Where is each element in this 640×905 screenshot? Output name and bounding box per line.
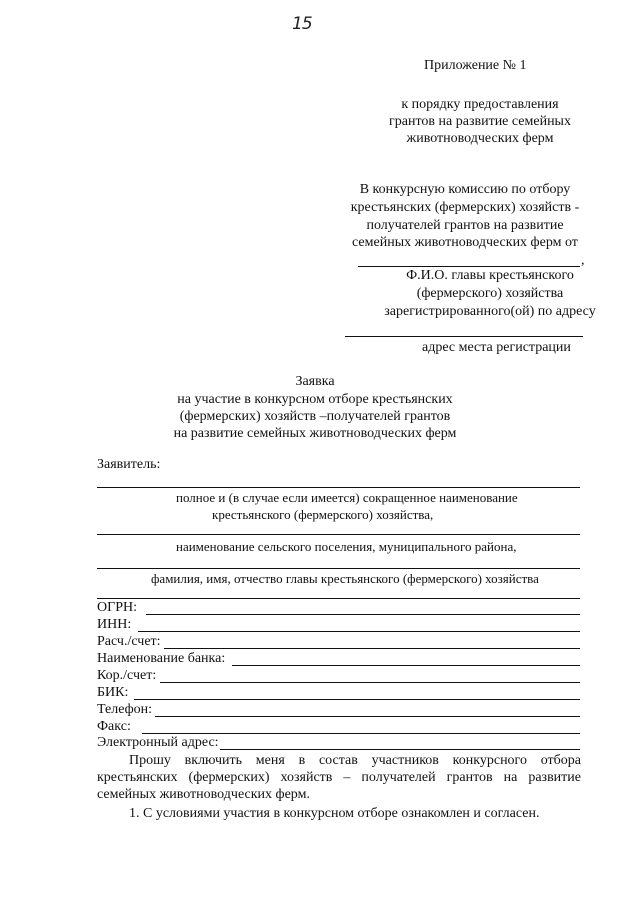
field-inn-line	[138, 631, 580, 632]
field-bank-line	[232, 665, 580, 666]
field-bik-label: БИК:	[97, 685, 129, 700]
application-title: Заявка	[295, 374, 335, 389]
application-line-3: на развитие семейных животноводческих ферм	[173, 426, 457, 441]
application-line-1: на участие в конкурсном отборе крестьянских	[177, 392, 453, 407]
applicant-label: Заявитель:	[97, 457, 161, 472]
appendix-line-1: к порядку предоставления	[401, 97, 559, 112]
field-email-label: Электронный адрес:	[97, 735, 219, 750]
addressee-line-3: получателей грантов на развитие	[366, 218, 564, 233]
head-name-line	[97, 568, 580, 569]
request-item-1: 1. С условиями участия в конкурсном отборе ознакомлен и согласен.	[129, 806, 540, 821]
address-caption: адрес места регистрации	[422, 340, 571, 355]
field-corr-line	[160, 682, 580, 683]
field-bank-label: Наименование банка:	[97, 651, 226, 666]
sender-comma: ,	[581, 253, 585, 268]
field-inn-label: ИНН:	[97, 617, 132, 632]
applicant-name-line	[97, 487, 580, 488]
addressee-line-4: семейных животноводческих ферм от	[352, 235, 578, 250]
address-line	[345, 336, 583, 337]
name-caption-1: Ф.И.О. главы крестьянского	[406, 268, 574, 283]
applicant-caption-1a: полное и (в случае если имеется) сокращенное наименование	[176, 490, 518, 505]
appendix-line-3: животноводческих ферм	[406, 131, 554, 146]
addressee-line-2: крестьянских (фермерских) хозяйств -	[350, 200, 580, 215]
request-paragraph: Прошу включить меня в состав участников конкурсного отбора крестьянских (фермерских) хозяйств – получателей грантов на развитие семейных животноводческих ферм.	[97, 753, 581, 802]
field-bik-line	[134, 699, 580, 700]
appendix-line-2: грантов на развитие семейных	[389, 114, 571, 129]
applicant-caption-3: фамилия, имя, отчество главы крестьянского (фермерского) хозяйства	[151, 571, 539, 586]
field-corr-label: Кор./счет:	[97, 668, 157, 683]
field-phone-label: Телефон:	[97, 702, 153, 717]
separator-line	[97, 598, 580, 599]
name-caption-2: (фермерского) хозяйства	[416, 286, 564, 301]
field-email-line	[220, 749, 580, 750]
field-account-label: Расч./счет:	[97, 634, 161, 649]
field-fax-label: Факс:	[97, 719, 131, 734]
applicant-caption-2: наименование сельского поселения, муниципального района,	[176, 539, 517, 554]
applicant-caption-1b: крестьянского (фермерского) хозяйства,	[212, 507, 434, 522]
field-ogrn-line	[146, 614, 580, 615]
page-number: 15	[292, 14, 312, 34]
application-line-2: (фермерских) хозяйств –получателей грантов	[179, 409, 451, 424]
field-phone-line	[155, 716, 580, 717]
field-account-line	[164, 648, 580, 649]
settlement-line	[97, 534, 580, 535]
name-caption-3: зарегистрированного(ой) по адресу	[384, 304, 596, 319]
sender-name-line	[358, 266, 580, 267]
field-fax-line	[142, 733, 580, 734]
addressee-line-1: В конкурсную комиссию по отбору	[359, 182, 571, 197]
appendix-title: Приложение № 1	[424, 58, 527, 73]
field-ogrn-label: ОГРН:	[97, 600, 137, 615]
